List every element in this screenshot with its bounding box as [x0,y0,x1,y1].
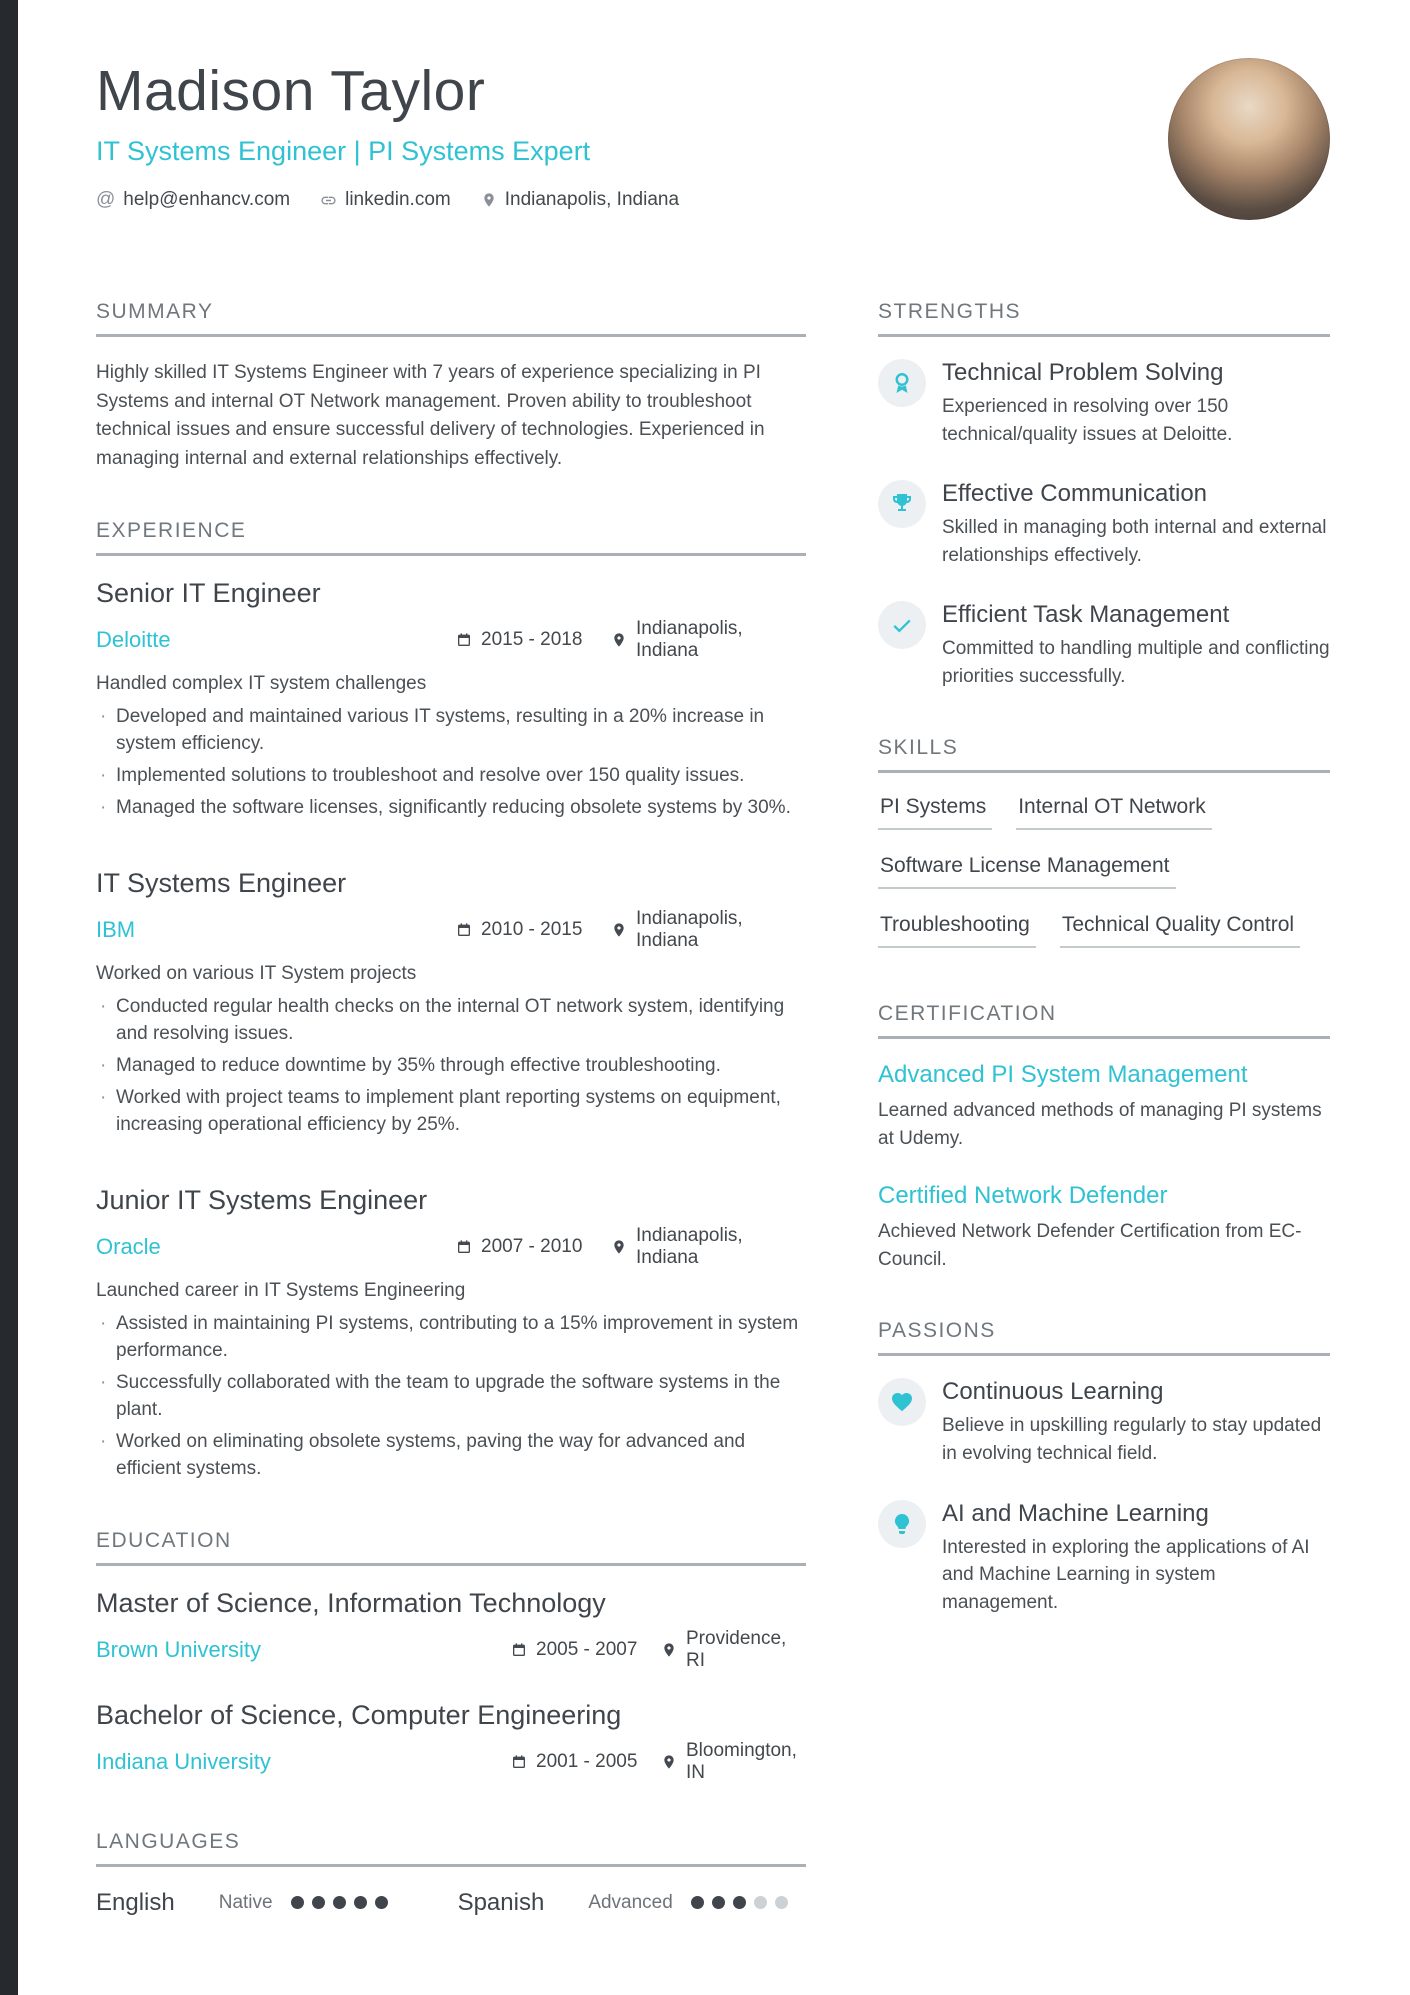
lightbulb-icon [878,1500,926,1548]
languages-heading: LANGUAGES [96,1830,806,1867]
language-name: English [96,1888,175,1916]
strength-title: Technical Problem Solving [942,359,1224,386]
right-column [878,300,1330,1917]
strength-item [878,601,1330,690]
skill-tag: Internal OT Network [1016,795,1212,830]
calendar-icon [456,922,472,938]
education-location-text: Bloomington, IN [686,1739,797,1783]
profile-photo [1168,58,1330,220]
bullet-item: · Developed and maintained various IT systems, resulting in a 20% increase in system efficiency. [96,704,806,758]
passion-body [942,1378,1330,1467]
education-meta-row [96,1740,806,1784]
experience-job-title: Junior IT Systems Engineer [96,1184,428,1215]
passion-text: Interested in exploring the applications of AI and Machine Learning in system management. [942,1536,1310,1613]
experience-dates-text: 2010 - 2015 [481,918,583,940]
strength-text: Committed to handling multiple and conflicting priorities successfully. [942,638,1330,687]
passion-title: AI and Machine Learning [942,1499,1209,1527]
language-level-dots [291,1896,396,1909]
experience-dates-text: 2007 - 2010 [481,1235,583,1257]
link-icon [320,192,337,209]
skill-tag: PI Systems [878,795,992,830]
experience-bullets [96,1311,806,1483]
calendar-icon [511,1642,527,1658]
experience-summary-line: Launched career in IT Systems Engineering [96,1279,466,1301]
job-title: IT Systems Engineer | PI Systems Expert [96,136,591,166]
header-text [96,58,679,211]
experience-location [611,908,806,952]
summary-text: Highly skilled IT Systems Engineer with 7 years of experience specializing in PI Systems and internal OT Network management. Proven ability to troubleshoot technical issues and ensure successful delivery of technologies. Experienced in managing internal and external relationships effectively. [96,362,765,469]
passions-heading: PASSIONS [878,1319,1330,1356]
contact-linkedin[interactable] [320,189,451,211]
education-heading: EDUCATION [96,1529,806,1566]
certification-item [878,1061,1330,1152]
experience-company: IBM [96,916,136,942]
experience-summary-line: Worked on various IT System projects [96,962,417,984]
experience-location-text: Indianapolis, Indiana [636,907,743,951]
experience-meta-row [96,1225,806,1269]
certification-title: Advanced PI System Management [878,1061,1248,1089]
bullet-item: · Successfully collaborated with the team to upgrade the software systems in the plant. [96,1370,806,1424]
experience-job-title: IT Systems Engineer [96,867,347,898]
contact-linkedin-text: linkedin.com [345,189,451,210]
education-location [661,1740,806,1784]
bullet-item: · Implemented solutions to troubleshoot and resolve over 150 quality issues. [96,763,806,790]
skills-section [878,736,1330,948]
education-degree: Bachelor of Science, Computer Engineering [96,1699,622,1730]
experience-bullets [96,994,806,1139]
calendar-icon [456,632,472,648]
strength-body [942,480,1330,569]
certification-heading: CERTIFICATION [878,1002,1330,1039]
experience-location [611,1225,806,1269]
passion-item [878,1500,1330,1617]
education-dates [511,1751,661,1773]
language-name: Spanish [457,1888,545,1916]
experience-item [96,868,806,1139]
location-pin-icon [661,1642,677,1658]
experience-dates [456,1236,611,1258]
language-level-dots [691,1896,796,1909]
location-pin-icon [611,632,627,648]
resume-content [18,0,1410,1977]
passion-title: Continuous Learning [942,1378,1164,1406]
bullet-item: · Worked with project teams to implement plant reporting systems on equipment, increasing operational efficiency by 25%. [96,1085,806,1139]
experience-meta-row [96,908,806,952]
education-school: Indiana University [96,1748,271,1774]
contact-email[interactable] [96,189,290,211]
certification-title: Certified Network Defender [878,1182,1168,1210]
languages-section [96,1830,806,1917]
bullet-item: · Managed to reduce downtime by 35% through effective troubleshooting. [96,1053,806,1080]
strengths-section [878,300,1330,690]
experience-location [611,618,806,662]
certification-text: Achieved Network Defender Certification from EC-Council. [878,1221,1302,1270]
summary-heading: SUMMARY [96,300,806,337]
experience-heading: EXPERIENCE [96,519,806,556]
calendar-icon [456,1239,472,1255]
strength-body [942,601,1330,690]
certification-text: Learned advanced methods of managing PI systems at Udemy. [878,1100,1322,1149]
skills-heading: SKILLS [878,736,1330,773]
experience-summary-line: Handled complex IT system challenges [96,673,427,694]
language-level-label: Native [218,1891,273,1913]
calendar-icon [511,1754,527,1770]
experience-section [96,519,806,1483]
certification-item [878,1182,1330,1273]
certification-section [878,1002,1330,1273]
skill-tag: Troubleshooting [878,913,1036,948]
education-dates-text: 2005 - 2007 [536,1638,638,1660]
experience-job-title: Senior IT Engineer [96,578,321,608]
bullet-item: · Managed the software licenses, significantly reducing obsolete systems by 30%. [96,795,806,822]
passion-text: Believe in upskilling regularly to stay updated in evolving technical field. [942,1415,1322,1465]
languages-row [96,1889,806,1917]
language-item [458,1889,796,1917]
two-column-layout [96,300,1330,1917]
location-pin-icon [661,1754,677,1770]
experience-bullets [96,704,806,822]
education-item [96,1700,806,1784]
skill-tag: Software License Management [878,854,1176,889]
language-level-label: Advanced [588,1891,673,1913]
location-pin-icon [481,192,497,208]
passions-section [878,1319,1330,1616]
passion-body [942,1500,1330,1617]
experience-meta-row [96,618,806,662]
language-item [96,1889,396,1917]
experience-company: Deloitte [96,627,171,652]
contact-email-text: help@enhancv.com [123,189,291,210]
experience-dates [456,919,611,941]
education-section [96,1529,806,1784]
bullet-item: · Assisted in maintaining PI systems, contributing to a 15% improvement in system performance. [96,1311,806,1365]
strength-title: Effective Communication [942,480,1208,508]
education-degree: Master of Science, Information Technology [96,1587,606,1618]
education-location-text: Providence, RI [686,1627,787,1671]
bullet-item: · Worked on eliminating obsolete systems, paving the way for advanced and efficient systems. [96,1429,806,1483]
location-pin-icon [611,922,627,938]
bullet-item: · Conducted regular health checks on the internal OT network system, identifying and resolving issues. [96,994,806,1048]
strength-item [878,359,1330,448]
education-location [661,1628,806,1672]
experience-item [96,578,806,822]
experience-dates [456,629,611,651]
education-item [96,1588,806,1672]
medal-icon [878,359,926,407]
education-dates-text: 2001 - 2005 [536,1750,638,1772]
contact-location-text: Indianapolis, Indiana [504,189,680,210]
experience-dates-text: 2015 - 2018 [481,629,583,650]
contact-location [481,189,679,211]
experience-item [96,1185,806,1483]
education-meta-row [96,1628,806,1672]
strength-title: Efficient Task Management [942,601,1230,629]
education-school: Brown University [96,1636,262,1662]
check-icon [878,601,926,649]
strength-text: Skilled in managing both internal and external relationships effectively. [942,517,1327,566]
passion-item [878,1378,1330,1467]
person-name: Madison Taylor [96,59,486,123]
experience-location-text: Indianapolis, Indiana [636,618,743,661]
strength-body [942,359,1330,448]
location-pin-icon [611,1239,627,1255]
skill-tag: Technical Quality Control [1060,913,1300,948]
summary-section [96,300,806,473]
heart-icon [878,1378,926,1426]
page-edge-strip [0,0,18,1995]
strengths-heading: STRENGTHS [878,300,1330,337]
strength-text: Experienced in resolving over 150 technical/quality issues at Deloitte. [942,396,1233,445]
email-at-icon: @ [96,189,116,210]
experience-company: Oracle [96,1233,161,1259]
education-dates [511,1639,661,1661]
contact-row [96,189,679,211]
header [96,58,1330,220]
skills-list [878,795,1330,948]
experience-location-text: Indianapolis, Indiana [636,1224,743,1268]
left-column [96,300,806,1917]
strength-item [878,480,1330,569]
trophy-icon [878,480,926,528]
